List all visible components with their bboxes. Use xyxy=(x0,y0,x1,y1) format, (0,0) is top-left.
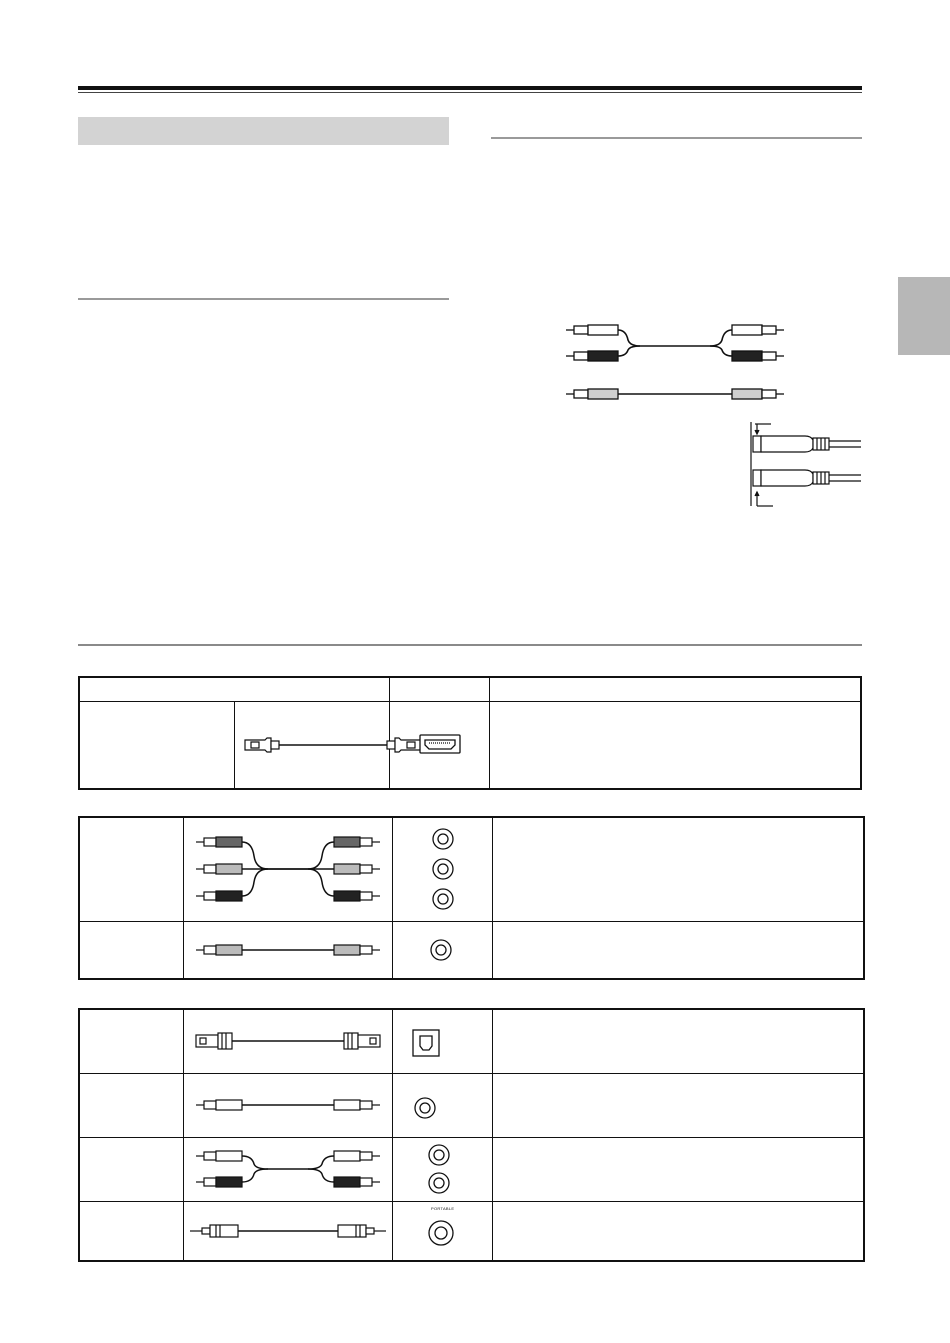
row-description-cell xyxy=(493,1137,865,1201)
video-table xyxy=(78,816,865,980)
table-row xyxy=(79,817,864,921)
table-header-row xyxy=(79,677,861,701)
analog-audio-jacks-icon xyxy=(425,1141,465,1197)
table-row xyxy=(79,701,861,789)
row-name-cell xyxy=(79,921,184,979)
optical-digital-cable-icon xyxy=(190,1029,386,1053)
row-name-cell xyxy=(79,1009,184,1073)
row-name-cell xyxy=(79,817,184,921)
stereo-rca-cable-icon xyxy=(566,325,784,361)
row-description-cell xyxy=(493,1073,865,1137)
plug-insertion-illustration xyxy=(745,418,865,510)
portable-jack-icon xyxy=(423,1215,463,1255)
table-row xyxy=(79,1073,864,1137)
header-rule-thin xyxy=(78,92,862,93)
row-description-cell xyxy=(493,921,865,979)
row-description-cell xyxy=(490,701,862,789)
coaxial-digital-cable-icon xyxy=(190,1095,386,1115)
header-rule-thick xyxy=(78,86,862,90)
rca-cables-illustration xyxy=(560,318,790,403)
connection-table-rule xyxy=(78,644,862,646)
table-row xyxy=(79,1137,864,1201)
row-name-cell xyxy=(79,1073,184,1137)
row-name-cell xyxy=(79,1201,184,1261)
header-jack-cell xyxy=(390,677,490,701)
composite-video-cable-icon xyxy=(190,940,386,960)
hdmi-table xyxy=(78,676,862,790)
row-name-cell xyxy=(79,1137,184,1201)
side-tab xyxy=(898,277,950,355)
component-video-jacks-icon xyxy=(423,825,463,913)
table-row xyxy=(79,1009,864,1073)
single-rca-cable-icon xyxy=(566,389,784,399)
coaxial-jack-icon xyxy=(409,1088,449,1122)
row-description-cell xyxy=(493,1009,865,1073)
portable-jack-label: PORTABLE xyxy=(431,1205,455,1211)
mini-plug-cable-icon xyxy=(188,1221,388,1241)
header-cable-cell xyxy=(79,677,390,701)
section-heading-bar xyxy=(78,117,449,145)
component-video-cable-icon xyxy=(190,834,386,904)
row-description-cell xyxy=(493,817,865,921)
row-name-cell xyxy=(79,701,234,789)
composite-video-jack-icon xyxy=(423,936,463,964)
audio-table xyxy=(78,1008,865,1262)
row-description-cell xyxy=(493,1201,865,1261)
right-subsection-rule xyxy=(491,137,862,139)
analog-audio-cable-icon xyxy=(190,1148,386,1190)
table-row xyxy=(79,921,864,979)
optical-jack-icon xyxy=(409,1024,449,1058)
hdmi-jack-icon xyxy=(418,733,462,757)
left-subsection-rule xyxy=(78,298,449,300)
header-description-cell xyxy=(490,677,862,701)
table-row xyxy=(79,1201,864,1261)
